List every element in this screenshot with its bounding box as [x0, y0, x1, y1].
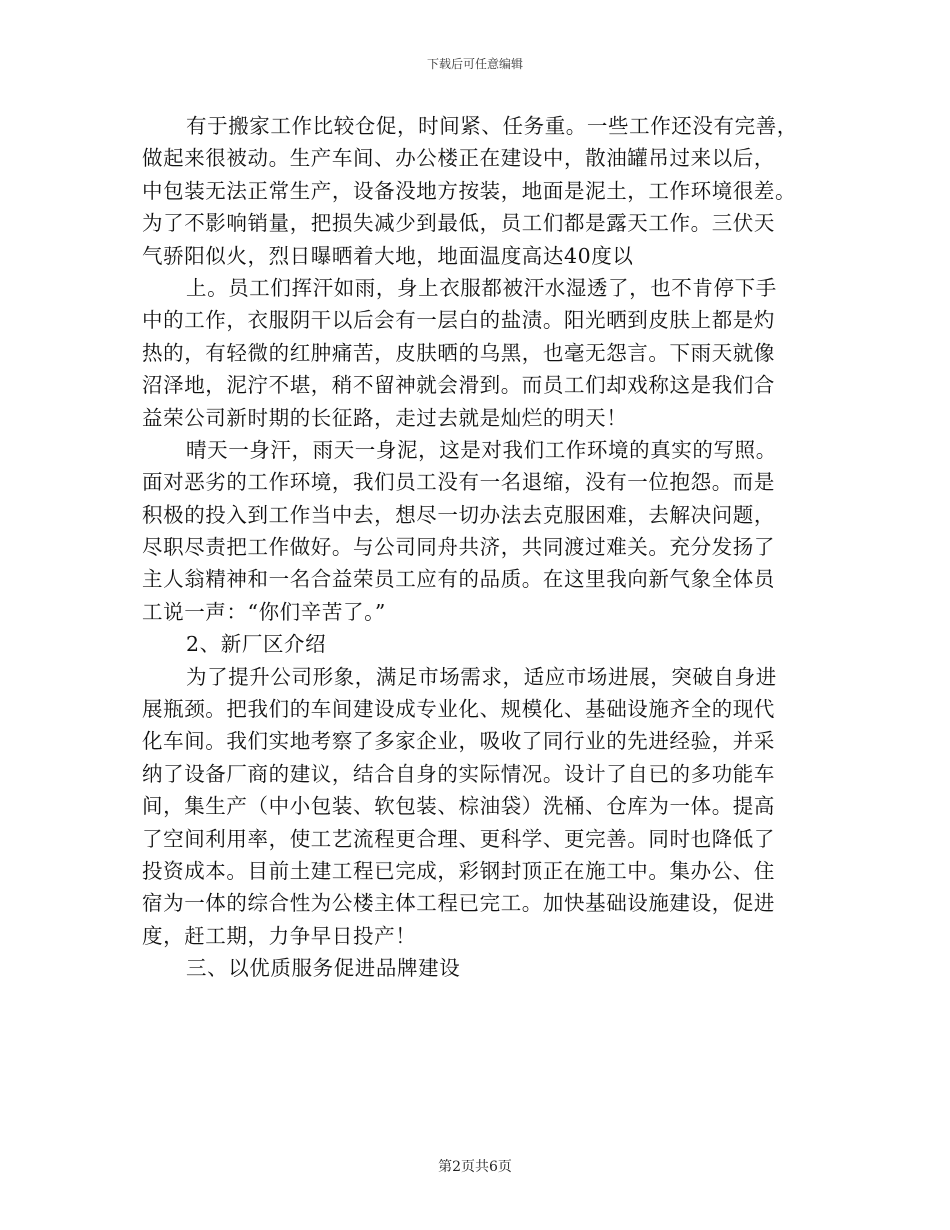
- text-line: 中的工作，衣服阴干以后会有一层白的盐渍。阳光晒到皮肤上都是灼: [142, 308, 775, 333]
- text-line: 主人翁精神和一名合益荣员工应有的品质。在这里我向新气象全体员: [142, 567, 775, 592]
- text-line: 有于搬家工作比较仓促，时间紧、任务重。一些工作还没有完善，: [186, 114, 798, 138]
- text-line: 益荣公司新时期的长征路，走过去就是灿烂的明天！: [142, 405, 628, 430]
- text-line: 化车间。我们实地考察了多家企业，吸收了同行业的先进经验，并采: [142, 729, 775, 754]
- text-line: 晴天一身汗，雨天一身泥，这是对我们工作环境的真实的写照。: [186, 437, 777, 462]
- text-line: 为了提升公司形象，满足市场需求，适应市场进展，突破自身进: [186, 664, 777, 689]
- text-line: 投资成本。目前土建工程已完成，彩钢封顶正在施工中。集办公、住: [142, 858, 775, 883]
- document-body: [142, 110, 822, 985]
- text-line: 纳了设备厂商的建议，结合自身的实际情况。设计了自已的多功能车: [142, 761, 775, 786]
- section-heading: 2、新厂区介绍: [186, 632, 327, 657]
- text-line: 沼泽地，泥泞不堪，稍不留神就会滑到。而员工们却戏称这是我们合: [142, 373, 775, 398]
- text-line: 气骄阳似火，烈日曝晒着大地，地面温度高达40度以: [142, 243, 634, 268]
- text-line: 尽职尽责把工作做好。与公司同舟共济，共同渡过难关。充分发扬了: [142, 535, 775, 560]
- text-line: 为了不影响销量，把损失减少到最低，员工们都是露天工作。三伏天: [142, 211, 775, 236]
- section-heading: 三、以优质服务促进品牌建设: [186, 956, 461, 981]
- text-line: 积极的投入到工作当中去，想尽一切办法去克服困难，去解决问题，: [142, 502, 775, 527]
- text-line: 中包装无法正常生产，设备没地方按装，地面是泥土，工作环境很差。: [142, 178, 797, 203]
- text-line: 间，集生产（中小包装、软包装、棕油袋）洗桶、仓库为一体。提高: [142, 794, 775, 819]
- text-line: 了空间利用率，使工艺流程更合理、更科学、更完善。同时也降低了: [142, 826, 775, 851]
- text-line: 展瓶颈。把我们的车间建设成专业化、规模化、基础设施齐全的现代: [142, 697, 775, 722]
- text-line: 面对恶劣的工作环境，我们员工没有一名退缩，没有一位抱怨。而是: [142, 470, 775, 495]
- text-line: 上。员工们挥汗如雨，身上衣服都被汗水湿透了，也不肯停下手: [186, 275, 777, 300]
- text-line: 做起来很被动。生产车间、办公楼正在建设中，散油罐吊过来以后，: [142, 146, 775, 171]
- text-line: 宿为一体的综合性为公楼主体工程已完工。加快基础设施建设，促进: [142, 891, 775, 916]
- page-header: 下载后可任意编辑: [426, 57, 523, 71]
- text-line: 度，赶工期，力争早日投产！: [142, 923, 417, 948]
- page-footer: 第2页共6页: [438, 1159, 512, 1175]
- text-line: 热的，有轻微的红肿痛苦，皮肤晒的乌黑，也毫无怨言。下雨天就像: [142, 340, 775, 365]
- text-line: 工说一声：“你们辛苦了。”: [142, 599, 387, 624]
